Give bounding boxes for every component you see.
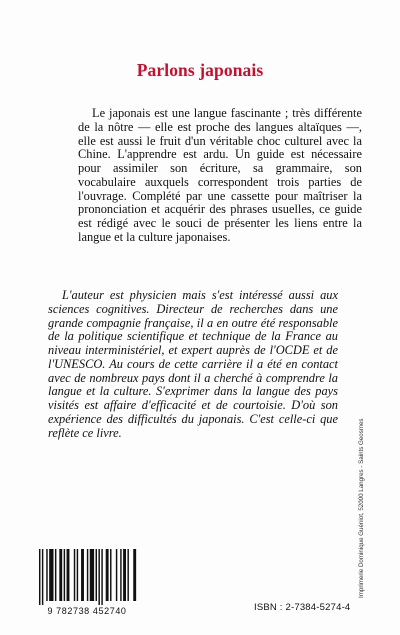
- barcode-bar: [120, 549, 121, 601]
- barcode-bar: [42, 549, 43, 605]
- barcode: [37, 549, 137, 616]
- barcode-bar: [81, 549, 84, 601]
- barcode-bar: [59, 549, 62, 601]
- barcode-bar: [55, 549, 56, 601]
- barcode-bar: [67, 549, 70, 601]
- barcode-bars: [37, 549, 137, 605]
- book-description: [78, 107, 362, 245]
- barcode-bar: [101, 549, 102, 605]
- barcode-bar: [127, 549, 128, 601]
- barcode-number: 9 782738 452740: [47, 606, 127, 616]
- barcode-bar: [77, 549, 78, 601]
- barcode-bar: [87, 549, 88, 601]
- author-biography: [48, 289, 338, 440]
- biography-paragraph: L'auteur est physicien mais s'est intéressé aussi aux sciences cognitives. Directeur de recherches dans une grande compagnie française, il a en outre été responsable de la politique scientifique et technique de la France au niveau interministériel, et expert auprès de l'OCDE et de l'UNESCO. Au cours de cette carrière il a été en contact avec de nombreux pays dont il a cherché à comprendre la langue et la culture. S'exprimer dans la langue des pays visités est affaire d'efficacité et de courtoisie. D'où son expérience des difficultés du japonais. C'est celle-ci que reflète ce livre.: [48, 288, 338, 440]
- barcode-bar: [46, 549, 47, 601]
- barcode-bar: [49, 549, 53, 601]
- barcode-bar: [116, 549, 117, 601]
- barcode-bar: [106, 549, 109, 601]
- barcode-bar: [110, 549, 111, 601]
- barcode-bar: [39, 549, 40, 605]
- barcode-bar: [123, 549, 126, 601]
- barcode-bar: [74, 549, 75, 601]
- book-title: Parlons japonais: [136, 60, 264, 80]
- barcode-bar: [98, 549, 99, 605]
- barcode-bar: [96, 549, 97, 601]
- printer-note: Imprimerie Dominique Guéniot, 52000 Langres - Saints Geosmes: [358, 418, 365, 598]
- barcode-bar: [133, 549, 136, 601]
- description-paragraph: Le japonais est une langue fascinante ; très différente de la nôtre — elle est proche des langues altaïques —, elle est aussi le fruit d'un véritable choc culturel avec la Chine. L'apprendre est ardu. Un guide est nécessaire pour assimiler son écriture, sa grammaire, son vocabulaire auxquels correspondent trois parties de l'ouvrage. Complété par une cassette pour maîtriser la prononciation et acquérir des phrases usuelles, ce guide est rédigé avec le souci de présenter les liens entre la langue et la culture japonaises.: [78, 106, 362, 244]
- barcode-bar: [90, 549, 94, 601]
- barcode-bar: [64, 549, 65, 601]
- isbn-label: ISBN : 2-7384-5274-4: [254, 602, 351, 613]
